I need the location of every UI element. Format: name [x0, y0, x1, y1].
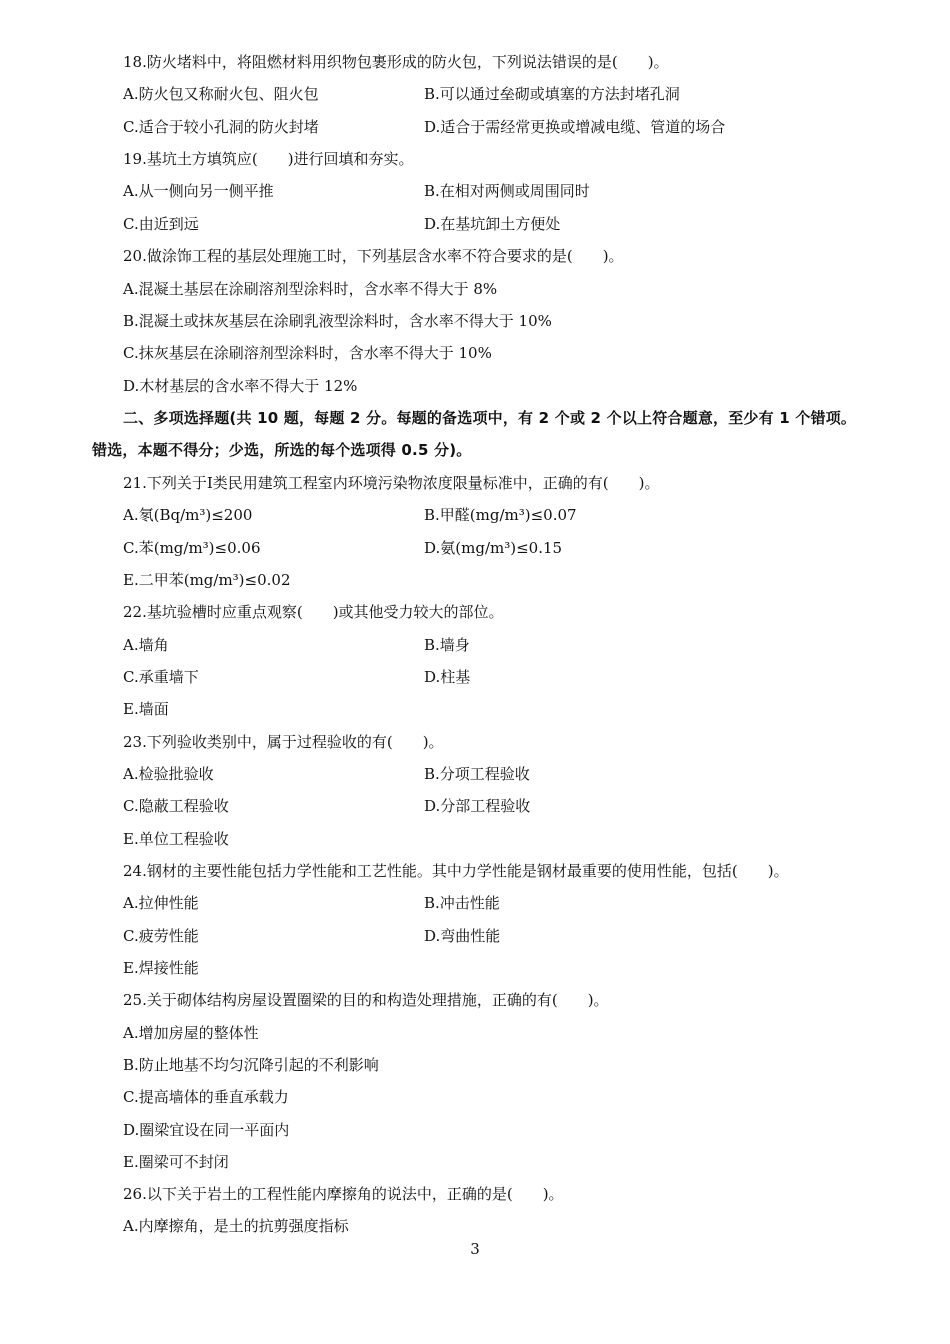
options-row — [123, 538, 858, 558]
option-c: C.由近到远 — [123, 215, 199, 233]
option-c: C.承重墙下 — [123, 668, 199, 686]
question-25: 25.关于砌体结构房屋设置圈梁的目的和构造处理措施，正确的有( )。 — [123, 991, 609, 1009]
option-b: B.可以通过垒砌或填塞的方法封堵孔洞 — [424, 85, 680, 103]
option-e: E.二甲苯(mg/m³)≤0.02 — [123, 571, 291, 589]
option-b: B.墙身 — [424, 636, 470, 654]
question-18: 18.防火堵料中，将阻燃材料用织物包裹形成的防火包，下列说法错误的是( )。 — [123, 53, 669, 71]
option-e: E.焊接性能 — [123, 959, 199, 977]
options-row — [123, 635, 858, 655]
option-d: D.圈梁宜设在同一平面内 — [123, 1121, 290, 1139]
option-d: D.分部工程验收 — [424, 797, 531, 815]
option-c: C.隐蔽工程验收 — [123, 797, 229, 815]
option-c: C.抹灰基层在涂刷溶剂型涂料时，含水率不得大于 10% — [123, 344, 492, 362]
option-c: C.提高墙体的垂直承载力 — [123, 1088, 289, 1106]
option-c: C.苯(mg/m³)≤0.06 — [123, 539, 261, 557]
option-b: B.分项工程验收 — [424, 765, 530, 783]
option-e: E.圈梁可不封闭 — [123, 1153, 229, 1171]
option-a: A.检验批验收 — [123, 765, 214, 783]
option-a: A.防火包又称耐火包、阻火包 — [123, 85, 319, 103]
option-e: E.单位工程验收 — [123, 830, 229, 848]
option-a: A.从一侧向另一侧平推 — [123, 182, 274, 200]
option-c: C.适合于较小孔洞的防火封堵 — [123, 118, 319, 136]
option-a: A.混凝土基层在涂刷溶剂型涂料时，含水率不得大于 8% — [123, 280, 498, 298]
options-row — [123, 926, 858, 946]
question-23: 23.下列验收类别中，属于过程验收的有( )。 — [123, 733, 444, 751]
option-b: B.甲醛(mg/m³)≤0.07 — [424, 506, 577, 524]
options-row — [123, 764, 858, 784]
question-20: 20.做涂饰工程的基层处理施工时，下列基层含水率不符合要求的是( )。 — [123, 247, 624, 265]
option-c: C.疲劳性能 — [123, 927, 199, 945]
option-a: A.内摩擦角，是土的抗剪强度指标 — [123, 1217, 349, 1235]
option-d: D.氨(mg/m³)≤0.15 — [424, 539, 563, 557]
option-d: D.弯曲性能 — [424, 927, 501, 945]
options-row — [123, 796, 858, 816]
option-a: A.墙角 — [123, 636, 169, 654]
page-number: 3 — [470, 1240, 480, 1258]
options-row — [123, 181, 858, 201]
option-a: A.拉伸性能 — [123, 894, 199, 912]
option-b: B.混凝土或抹灰基层在涂刷乳液型涂料时，含水率不得大于 10% — [123, 312, 552, 330]
option-a: A.增加房屋的整体性 — [123, 1024, 259, 1042]
options-row — [123, 84, 858, 104]
question-21: 21.下列关于Ⅰ类民用建筑工程室内环境污染物浓度限量标准中，正确的有( )。 — [123, 474, 660, 492]
options-row — [123, 214, 858, 234]
options-row — [123, 117, 858, 137]
option-b: B.冲击性能 — [424, 894, 500, 912]
option-d: D.木材基层的含水率不得大于 12% — [123, 377, 358, 395]
option-d: D.柱基 — [424, 668, 471, 686]
option-d: D.适合于需经常更换或增减电缆、管道的场合 — [424, 118, 726, 136]
option-e: E.墙面 — [123, 700, 169, 718]
option-b: B.防止地基不均匀沉降引起的不利影响 — [123, 1056, 379, 1074]
option-b: B.在相对两侧或周围同时 — [424, 182, 590, 200]
question-24: 24.钢材的主要性能包括力学性能和工艺性能。其中力学性能是钢材最重要的使用性能，包括( )。 — [123, 862, 789, 880]
option-d: D.在基坑卸土方便处 — [424, 215, 561, 233]
option-a: A.氡(Bq/m³)≤200 — [123, 506, 253, 524]
question-22: 22.基坑验槽时应重点观察( )或其他受力较大的部位。 — [123, 603, 504, 621]
question-19: 19.基坑土方填筑应( )进行回填和夯实。 — [123, 150, 414, 168]
options-row — [123, 505, 858, 525]
question-26: 26.以下关于岩土的工程性能内摩擦角的说法中，正确的是( )。 — [123, 1185, 564, 1203]
options-row — [123, 893, 858, 913]
section-heading-multiple-choice: 二、多项选择题(共 10 题，每题 2 分。每题的备选项中，有 2 个或 2 个以上符合题意，至少有 1 个错项。错选，本题不得分；少选，所选的每个选项得 0.5 分)。 — [92, 409, 857, 459]
options-row — [123, 667, 858, 687]
